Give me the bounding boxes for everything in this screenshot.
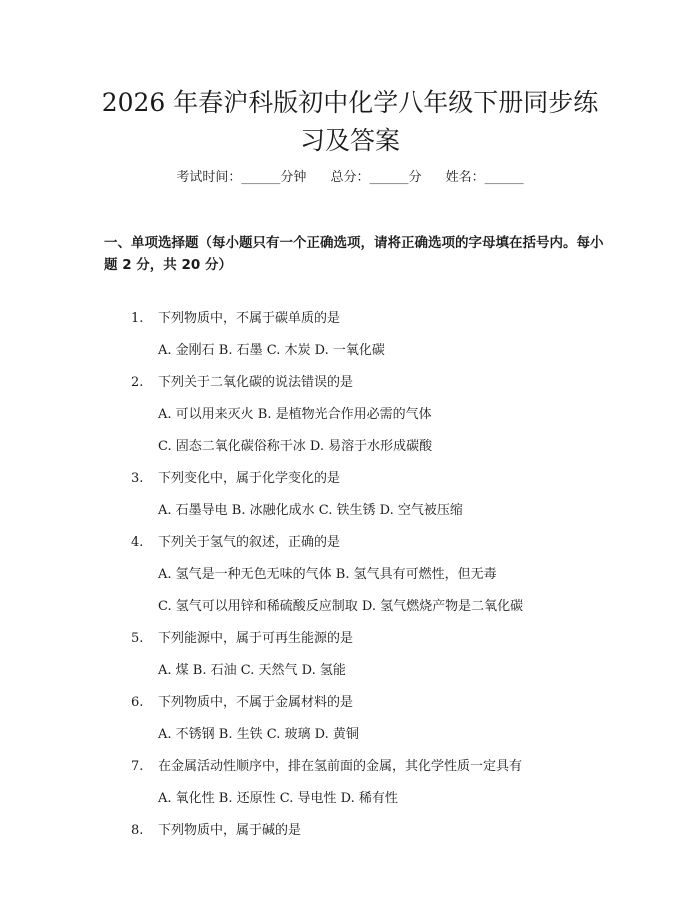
- question-4-options-line-2: C. 氢气可以用锌和稀硫酸反应制取 D. 氢气燃烧产物是二氧化碳: [158, 599, 524, 614]
- question-text: 下列物质中，不属于碳单质的是: [158, 311, 341, 326]
- section-title: 一、单项选择题（每小题只有一个正确选项，请将正确选项的字母填在括号内。每小题 2 分，共 20 分）: [104, 235, 604, 273]
- question-2-options-line-1: A. 可以用来灭火 B. 是植物光合作用必需的气体: [158, 407, 432, 422]
- question-text: 下列能源中，属于可再生能源的是: [158, 631, 354, 646]
- exam-meta: [0, 168, 700, 188]
- question-4-options-line-1: A. 氢气是一种无色无味的气体 B. 氢气具有可燃性，但无毒: [158, 567, 497, 582]
- question-text: 下列变化中，属于化学变化的是: [158, 471, 341, 486]
- exam-time: 考试时间：______分钟: [176, 170, 307, 185]
- student-name: 姓名：______: [445, 170, 524, 185]
- question-7: [131, 757, 522, 777]
- question-text: 下列关于二氧化碳的说法错误的是: [158, 375, 354, 390]
- total-score: 总分：______分: [330, 170, 422, 185]
- question-number: 7.: [131, 759, 144, 774]
- question-5-options: A. 煤 B. 石油 C. 天然气 D. 氢能: [158, 663, 346, 678]
- question-3: [131, 469, 340, 489]
- page-title: [90, 84, 610, 160]
- question-number: 5.: [131, 631, 144, 646]
- question-number: 2.: [131, 375, 144, 390]
- question-number: 6.: [131, 695, 144, 710]
- question-2: [131, 373, 353, 393]
- question-5: [131, 629, 353, 649]
- question-number: 1.: [131, 311, 144, 326]
- question-number: 3.: [131, 471, 144, 486]
- question-6: [131, 693, 353, 713]
- question-7-options: A. 氧化性 B. 还原性 C. 导电性 D. 稀有性: [158, 791, 398, 806]
- question-1-options: A. 金刚石 B. 石墨 C. 木炭 D. 一氧化碳: [158, 343, 385, 358]
- question-number: 4.: [131, 535, 144, 550]
- question-1: [131, 309, 340, 329]
- question-2-options-line-2: C. 固态二氧化碳俗称干冰 D. 易溶于水形成碳酸: [158, 439, 433, 454]
- question-text: 下列物质中，属于碱的是: [158, 823, 302, 838]
- question-text: 在金属活动性顺序中，排在氢前面的金属，其化学性质一定具有: [158, 759, 523, 774]
- question-text: 下列物质中，不属于金属材料的是: [158, 695, 354, 710]
- question-number: 8.: [131, 823, 144, 838]
- question-text: 下列关于氢气的叙述，正确的是: [158, 535, 341, 550]
- question-8: [131, 821, 301, 841]
- title-line-2: 习及答案: [299, 126, 400, 155]
- question-3-options: A. 石墨导电 B. 冰融化成水 C. 铁生锈 D. 空气被压缩: [158, 503, 463, 518]
- question-4: [131, 533, 340, 553]
- question-6-options: A. 不锈钢 B. 生铁 C. 玻璃 D. 黄铜: [158, 727, 359, 742]
- title-line-1: 2026 年春沪科版初中化学八年级下册同步练: [101, 88, 599, 117]
